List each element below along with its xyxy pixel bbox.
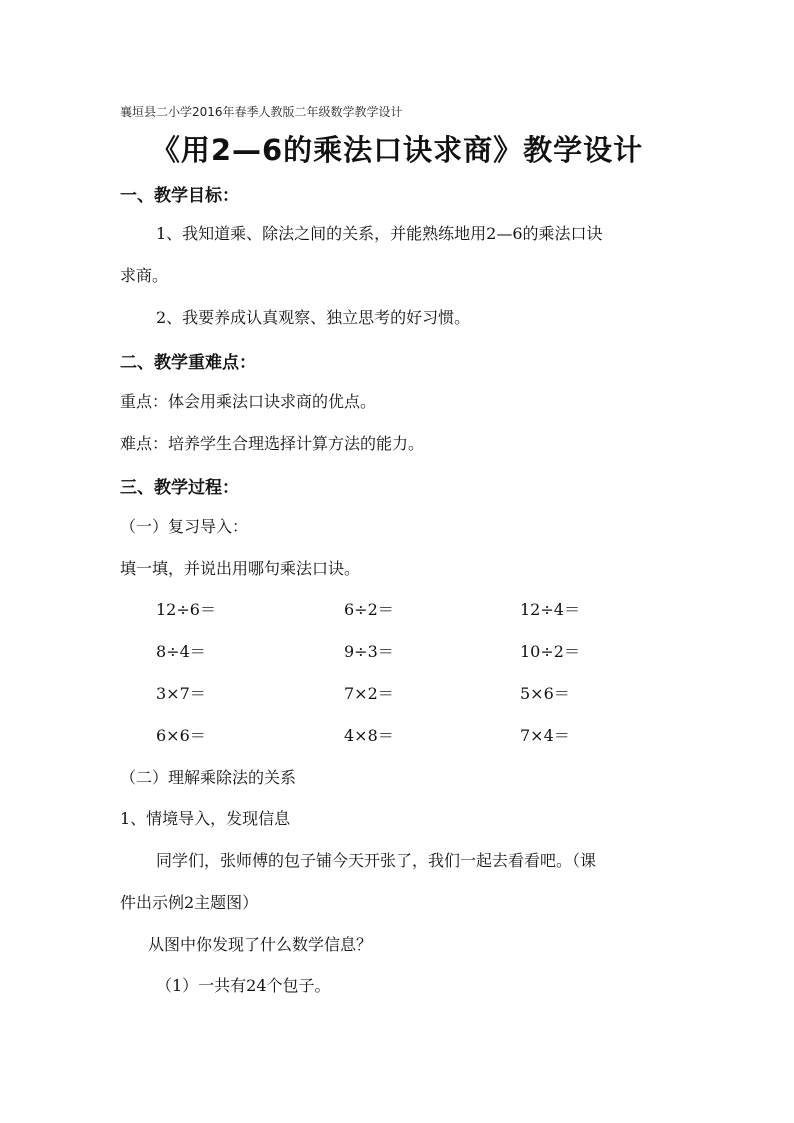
part2-heading: （二）理解乘除法的关系 [120,768,297,787]
section3-heading: 三、教学过程： [120,478,239,498]
exercise-cell: 4×8＝ [344,726,394,745]
part1-instruction: 填一填，并说出用哪句乘法口诀。 [120,559,361,578]
document-header: 襄垣县二小学2016年春季人教版二年级数学教学设计 [120,105,403,119]
exercise-cell: 5×6＝ [520,684,570,703]
key-point: 重点：体会用乘法口诀求商的优点。 [120,392,377,411]
question: 从图中你发现了什么数学信息？ [148,935,373,954]
section2-heading: 二、教学重难点： [120,353,256,373]
paragraph1-line1: 同学们，张师傅的包子铺今天开张了，我们一起去看看吧。（课 [156,851,597,870]
document-title: 《用2—6的乘法口诀求商》教学设计 [150,133,644,167]
exercise-cell: 6÷2＝ [344,600,394,619]
exercise-cell: 8÷4＝ [156,642,206,661]
exercise-cell: 7×2＝ [344,684,394,703]
part1-heading: （一）复习导入： [120,517,249,536]
exercise-cell: 7×4＝ [520,726,570,745]
step1: 1、情境导入，发现信息 [120,809,291,828]
exercise-cell: 12÷4＝ [520,600,580,619]
goal1-line2: 求商。 [120,266,169,285]
exercise-cell: 12÷6＝ [156,600,216,619]
exercise-cell: 6×6＝ [156,726,206,745]
goal1-line1: 1、我知道乘、除法之间的关系，并能熟练地用2—6的乘法口诀 [156,224,603,243]
difficulty: 难点：培养学生合理选择计算方法的能力。 [120,434,425,453]
paragraph1-line2: 件出示例2主题图） [120,893,259,912]
exercise-cell: 9÷3＝ [344,642,394,661]
exercise-cell: 10÷2＝ [520,642,580,661]
section1-heading: 一、教学目标： [120,186,239,206]
goal2: 2、我要养成认真观察、独立思考的好习惯。 [156,308,471,327]
exercise-cell: 3×7＝ [156,684,206,703]
answer1: （1）一共有24个包子。 [156,976,331,995]
